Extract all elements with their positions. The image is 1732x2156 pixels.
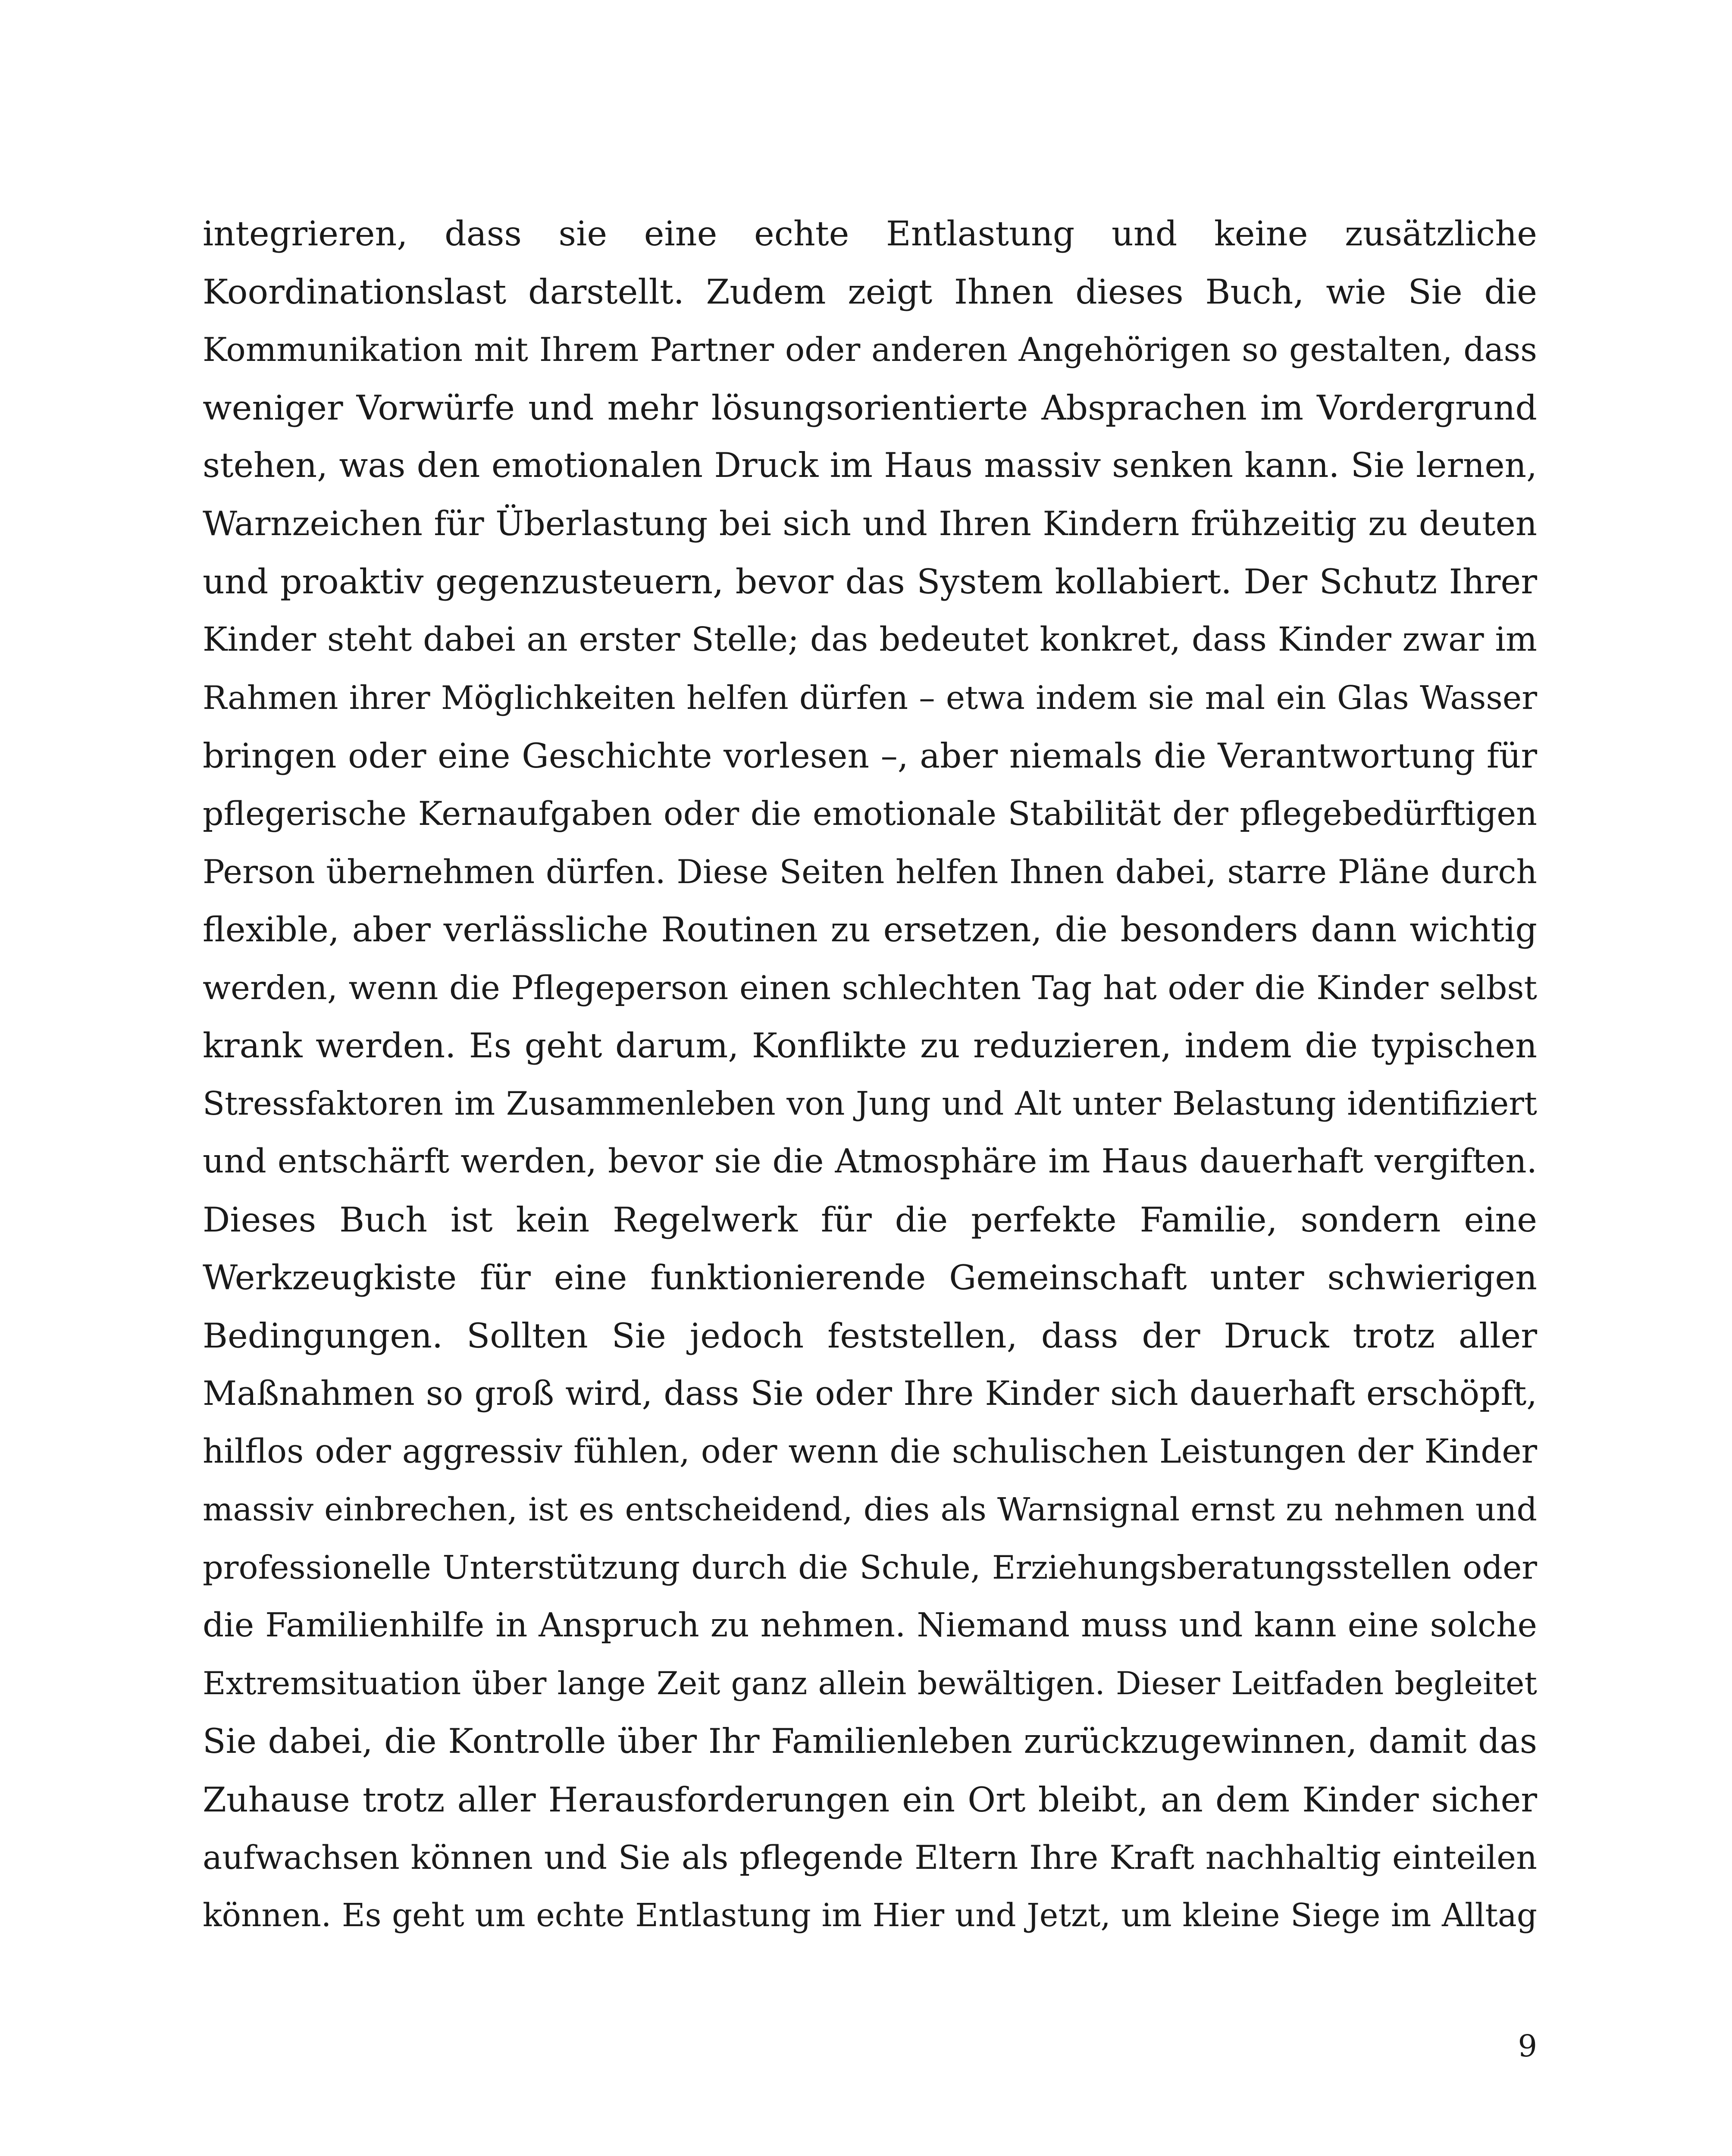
text-line: pflegerische Kernaufgaben oder die emotionale Stabilität der pflegebedürftigen [203, 795, 1537, 833]
text-line: flexible, aber verlässliche Routinen zu ersetzen, die besonders dann wichtig [203, 910, 1537, 950]
text-line: Maßnahmen so groß wird, dass Sie oder Ihre Kinder sich dauerhaft erschöpft, [203, 1374, 1537, 1413]
text-line: Kinder steht dabei an erster Stelle; das bedeutet konkret, dass Kinder zwar im [203, 620, 1537, 659]
text-line: Warnzeichen für Überlastung bei sich und Ihren Kindern frühzeitig zu deuten [203, 504, 1537, 543]
text-line: werden, wenn die Pflegeperson einen schlechten Tag hat oder die Kinder selbst [203, 968, 1537, 1007]
text-line: Zuhause trotz aller Herausforderungen ein Ort bleibt, an dem Kinder sicher [203, 1780, 1537, 1820]
text-line: Werkzeugkiste für eine funktionierende Gemeinschaft unter schwierigen [203, 1258, 1537, 1297]
text-line: integrieren, dass sie eine echte Entlastung und keine zusätzliche [203, 214, 1537, 254]
text-line: Person übernehmen dürfen. Diese Seiten helfen Ihnen dabei, starre Pläne durch [203, 852, 1537, 891]
text-line: Extremsituation über lange Zeit ganz allein bewältigen. Dieser Leitfaden begleitet [203, 1665, 1537, 1702]
text-line: massiv einbrechen, ist es entscheidend, dies als Warnsignal ernst zu nehmen und [203, 1491, 1537, 1528]
body-text [203, 205, 1537, 1945]
text-line: Bedingungen. Sollten Sie jedoch feststellen, dass der Druck trotz aller [203, 1316, 1537, 1356]
text-line: Stressfaktoren im Zusammenleben von Jung und Alt unter Belastung identifiziert [203, 1084, 1537, 1122]
text-line: weniger Vorwürfe und mehr lösungsorientierte Absprachen im Vordergrund [203, 388, 1537, 428]
text-line: bringen oder eine Geschichte vorlesen –, aber niemals die Verantwortung für [203, 736, 1537, 776]
text-line: aufwachsen können und Sie als pflegende Eltern Ihre Kraft nachhaltig einteilen [203, 1839, 1537, 1877]
text-line: Kommunikation mit Ihrem Partner oder anderen Angehörigen so gestalten, dass [203, 331, 1537, 369]
text-line: professionelle Unterstützung durch die Schule, Erziehungsberatungsstellen oder [203, 1548, 1537, 1586]
text-line: und entschärft werden, bevor sie die Atmosphäre im Haus dauerhaft vergiften. [203, 1142, 1537, 1181]
text-line: stehen, was den emotionalen Druck im Haus massiv senken kann. Sie lernen, [203, 446, 1537, 485]
text-line: Koordinationslast darstellt. Zudem zeigt Ihnen dieses Buch, wie Sie die [203, 272, 1537, 312]
text-line: Rahmen ihrer Möglichkeiten helfen dürfen – etwa indem sie mal ein Glas Wasser [203, 679, 1537, 717]
text-line: Dieses Buch ist kein Regelwerk für die perfekte Familie, sondern eine [203, 1200, 1537, 1240]
text-line: die Familienhilfe in Anspruch zu nehmen. Niemand muss und kann eine solche [203, 1606, 1537, 1645]
text-line: Sie dabei, die Kontrolle über Ihr Familienleben zurückzugewinnen, damit das [203, 1722, 1537, 1761]
text-line: und proaktiv gegenzusteuern, bevor das System kollabiert. Der Schutz Ihrer [203, 562, 1537, 602]
text-line: hilflos oder aggressiv fühlen, oder wenn die schulischen Leistungen der Kinder [203, 1432, 1537, 1471]
text-line: krank werden. Es geht darum, Konflikte zu reduzieren, indem die typischen [203, 1026, 1537, 1065]
page-number: 9 [1518, 2028, 1537, 2064]
text-line: können. Es geht um echte Entlastung im Hier und Jetzt, um kleine Siege im Alltag [203, 1897, 1537, 1934]
